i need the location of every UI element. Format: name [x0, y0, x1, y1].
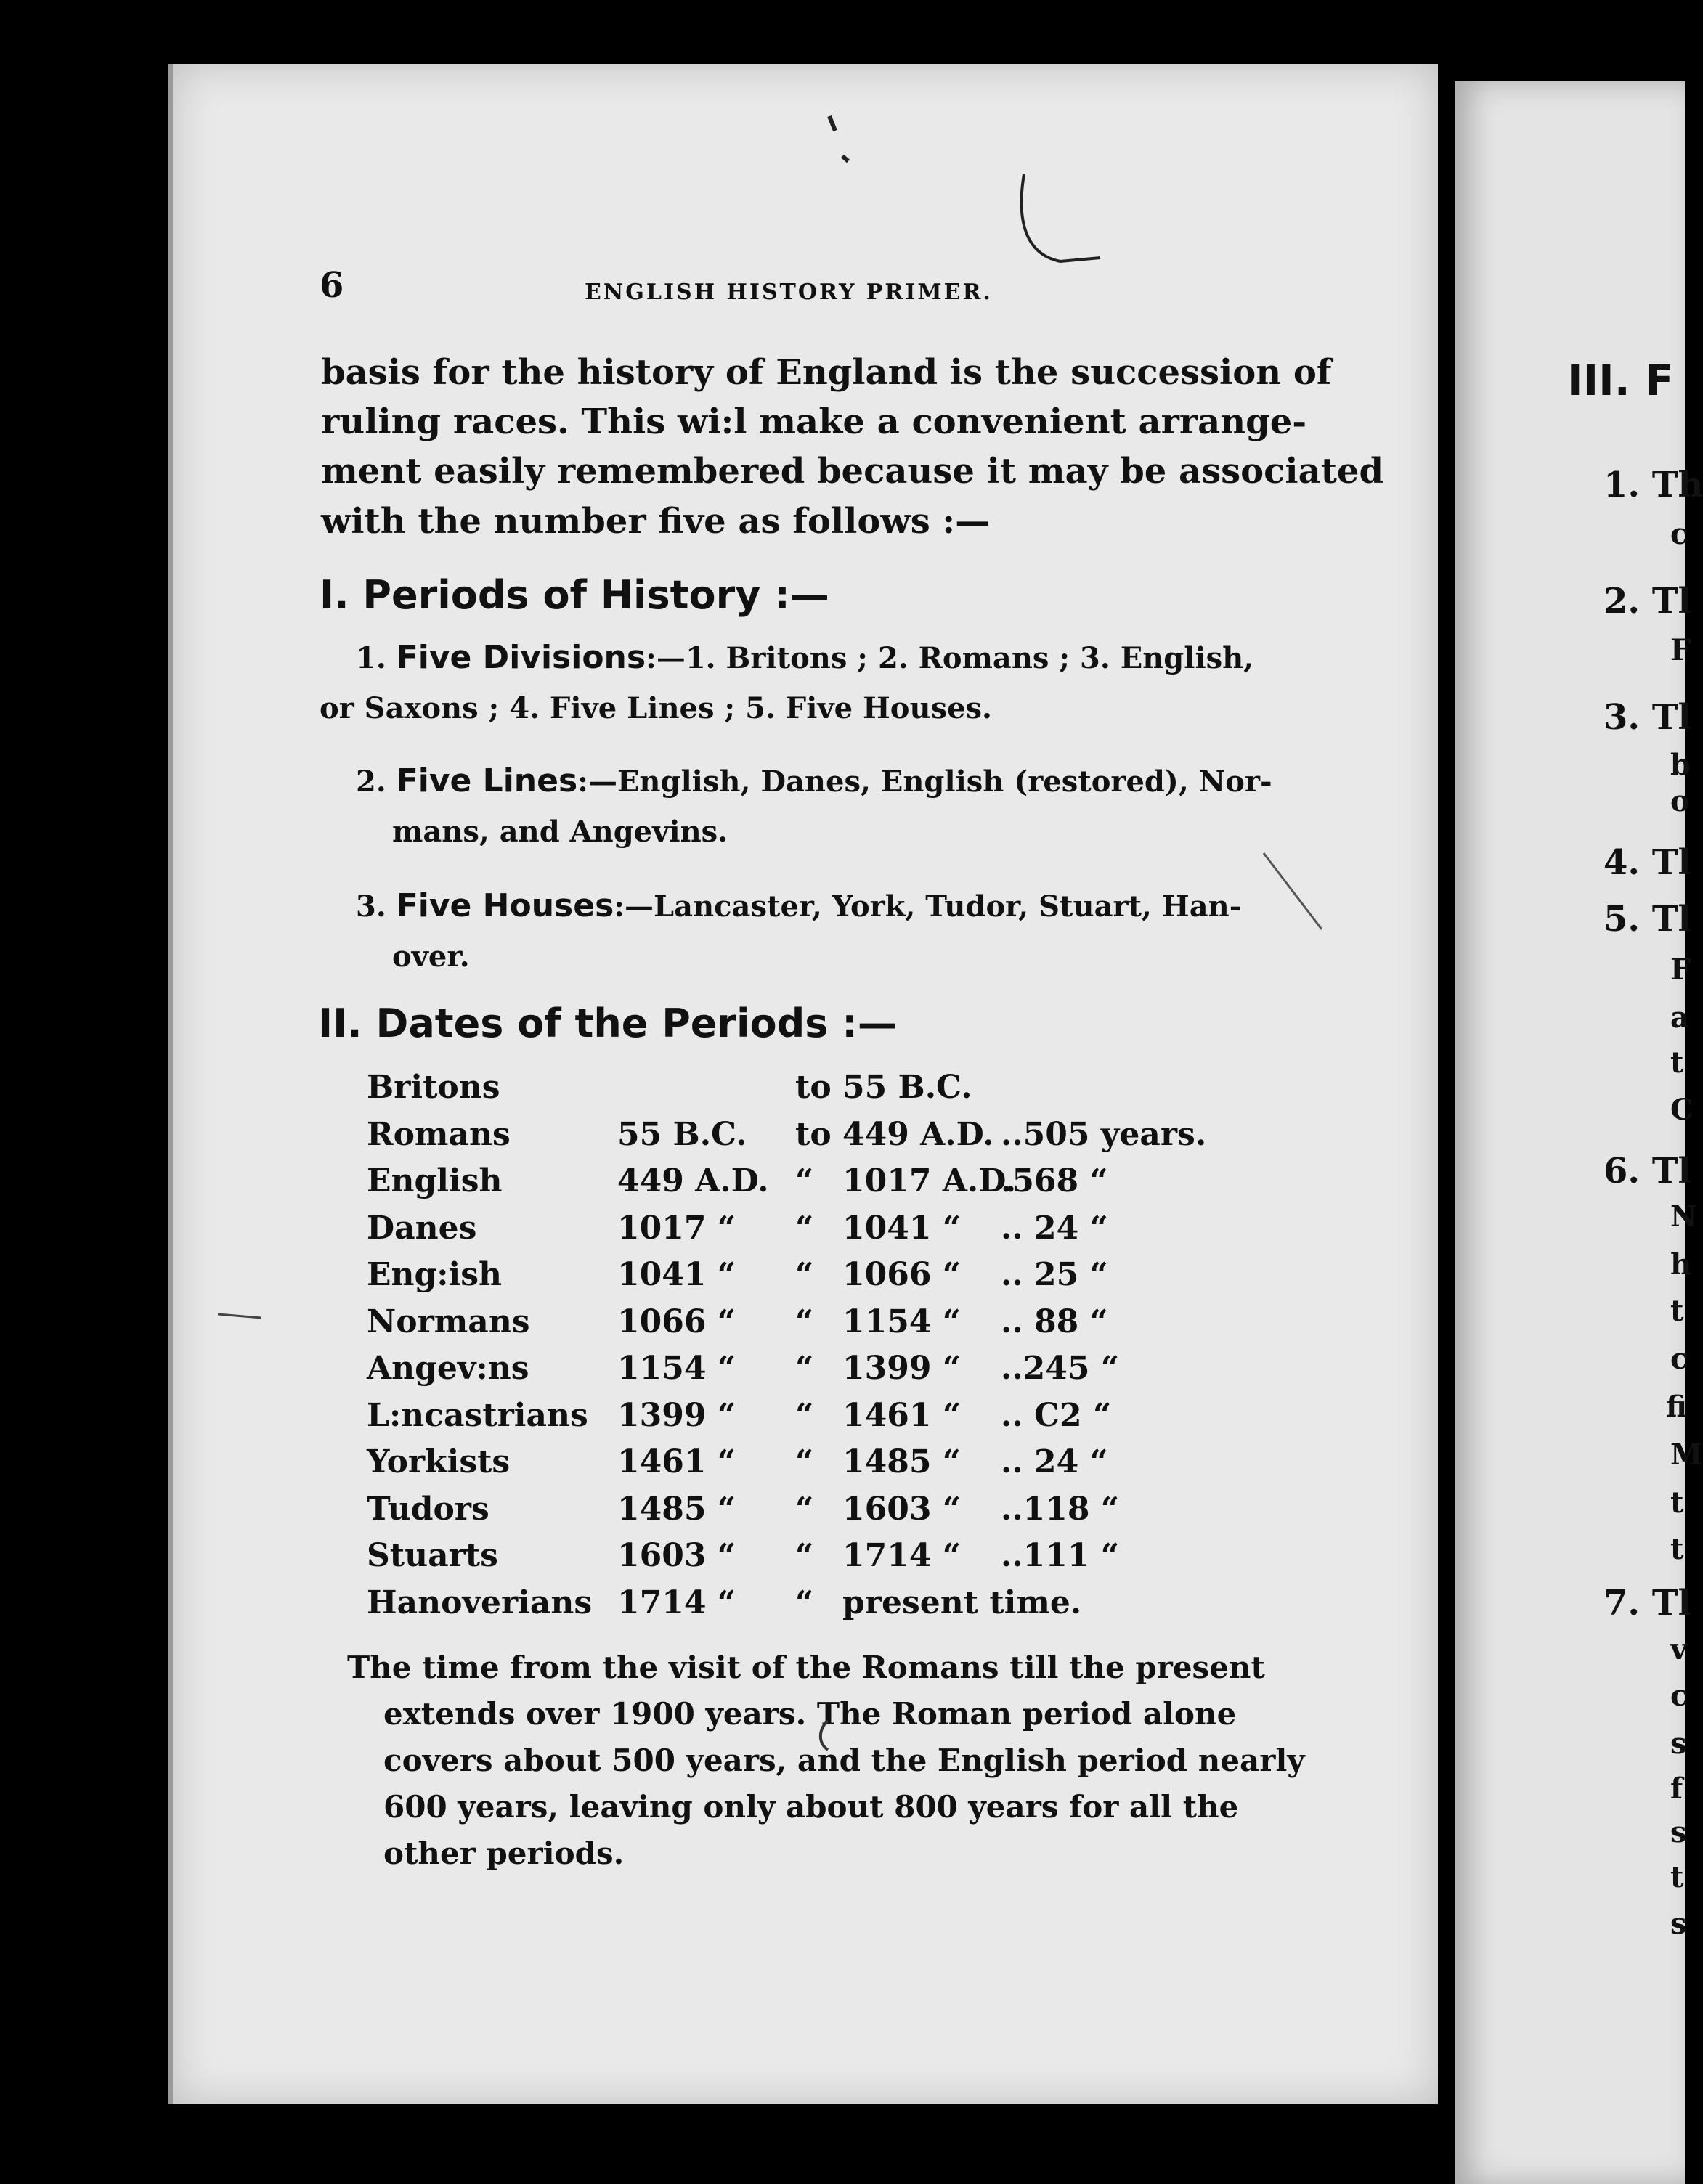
period-name: Angev:ns	[367, 1350, 529, 1387]
right-page-fragment: c	[1670, 1342, 1688, 1376]
period-to: “	[795, 1350, 814, 1387]
intro-line: basis for the history of England is the succession of	[321, 352, 1332, 393]
period-duration: .. 88 “	[1001, 1303, 1108, 1340]
period-start: 449 A.D.	[617, 1162, 769, 1199]
period-start: 1017 “	[617, 1209, 736, 1247]
period-end: 55 B.C.	[842, 1069, 972, 1106]
intro-line: ment easily remembered because it may be associated	[321, 451, 1384, 492]
period-to: “	[795, 1537, 814, 1574]
right-page-fragment: c	[1670, 517, 1688, 551]
item-continuation: over.	[392, 940, 470, 974]
intro-line: ruling races. This wi:l make a convenient arrange-	[321, 402, 1307, 442]
right-page-fragment: t	[1670, 1294, 1684, 1328]
period-name: Romans	[367, 1115, 511, 1153]
period-to: “	[795, 1162, 814, 1199]
item-label: Five Lines	[396, 762, 578, 799]
period-end: present time.	[842, 1584, 1082, 1621]
page-number: 6	[320, 265, 344, 306]
period-name: Tudors	[367, 1490, 489, 1528]
period-start: 1485 “	[617, 1490, 736, 1528]
note-line: other periods.	[383, 1835, 625, 1871]
period-duration: .568 “	[1001, 1162, 1108, 1199]
right-page-fragment: M	[1670, 1438, 1703, 1472]
right-page-fragment: F	[1670, 953, 1691, 987]
period-duration: .. 24 “	[1001, 1443, 1108, 1480]
right-page-fragment: 4. Tl	[1604, 842, 1691, 883]
right-page-fragment: 5. Tl	[1604, 899, 1691, 940]
period-start: 1066 “	[617, 1303, 736, 1340]
note-line: The time from the visit of the Romans till the present	[347, 1650, 1265, 1685]
period-name: Yorkists	[367, 1443, 511, 1480]
period-to: “	[795, 1396, 814, 1434]
period-end: 1485 “	[842, 1443, 962, 1480]
period-start: 1154 “	[617, 1350, 736, 1387]
right-page-fragment: C	[1670, 1093, 1694, 1127]
item-label: Five Houses	[396, 887, 614, 924]
period-to: “	[795, 1303, 814, 1340]
period-duration: ..118 “	[1001, 1490, 1120, 1528]
running-head: ENGLISH HISTORY PRIMER.	[585, 280, 993, 305]
item-text: :—1. Britons ; 2. Romans ; 3. English,	[646, 641, 1254, 675]
period-start: 1461 “	[617, 1443, 736, 1480]
right-page-fragment: N	[1670, 1199, 1697, 1234]
right-page-fragment: s	[1670, 1727, 1687, 1761]
period-name: Hanoverians	[367, 1584, 593, 1621]
period-end: 1603 “	[842, 1490, 962, 1528]
note-line: covers about 500 years, and the English period nearly	[383, 1743, 1305, 1778]
period-duration: .. 25 “	[1001, 1256, 1108, 1293]
period-to: “	[795, 1443, 814, 1480]
period-to: “	[795, 1209, 814, 1247]
period-start: 1041 “	[617, 1256, 736, 1293]
item-label: Five Divisions	[396, 639, 646, 676]
period-duration: ..505 years.	[1001, 1115, 1207, 1153]
right-page-fragment: b	[1670, 748, 1691, 782]
item-text: :—Lancaster, York, Tudor, Stuart, Han-	[614, 889, 1242, 924]
item-number: 2.	[356, 765, 386, 799]
period-to: to	[795, 1069, 832, 1106]
right-page-fragment: 3. Tl	[1604, 697, 1691, 738]
period-end: 1017 A.D.	[842, 1162, 1017, 1199]
period-duration: ..245 “	[1001, 1350, 1120, 1387]
right-page-fragment: v	[1670, 1632, 1688, 1666]
right-page-fragment: t	[1670, 1046, 1684, 1080]
note-line: 600 years, leaving only about 800 years for all the	[383, 1789, 1239, 1825]
period-start: 1399 “	[617, 1396, 736, 1434]
period-name: L:ncastrians	[367, 1396, 588, 1434]
right-page-fragment: t	[1670, 1860, 1684, 1894]
item-number: 3.	[356, 889, 386, 924]
right-page-fragment: F	[1670, 633, 1691, 667]
item-text: :—English, Danes, English (restored), Nor-	[577, 765, 1272, 799]
period-duration: .. 24 “	[1001, 1209, 1108, 1247]
right-page-fragment: o	[1670, 784, 1690, 818]
right-page-heading: III. F	[1567, 356, 1674, 405]
period-to: “	[795, 1584, 814, 1621]
right-page-fragment: a	[1670, 1001, 1689, 1035]
item-continuation: or Saxons ; 4. Five Lines ; 5. Five Houses.	[320, 691, 992, 725]
period-start: 1603 “	[617, 1537, 736, 1574]
period-end: 449 A.D.	[842, 1115, 994, 1153]
right-page-fragment: t	[1670, 1532, 1684, 1566]
item-continuation: mans, and Angevins.	[392, 815, 728, 849]
right-page-fragment: s	[1670, 1815, 1687, 1849]
period-to: “	[795, 1490, 814, 1528]
period-name: Britons	[367, 1069, 500, 1106]
note-line: extends over 1900 years. The Roman period alone	[383, 1696, 1237, 1732]
period-name: English	[367, 1162, 503, 1199]
right-page-fragment: 7. Tl	[1604, 1583, 1691, 1623]
period-end: 1154 “	[842, 1303, 962, 1340]
right-page-fragment: 6. Tl	[1604, 1151, 1691, 1191]
right-page-fragment: f	[1670, 1772, 1683, 1806]
section-heading: I. Periods of History :—	[320, 572, 829, 618]
period-name: Eng:ish	[367, 1256, 503, 1293]
period-duration: .. C2 “	[1001, 1396, 1112, 1434]
right-page-fragment: h	[1670, 1247, 1692, 1282]
period-start: 55 B.C.	[617, 1115, 747, 1153]
right-page-fragment: c	[1670, 1679, 1688, 1713]
right-page-fragment: 2. Tl	[1604, 581, 1691, 622]
period-duration: ..111 “	[1001, 1537, 1120, 1574]
period-end: 1399 “	[842, 1350, 962, 1387]
period-to: “	[795, 1256, 814, 1293]
period-end: 1066 “	[842, 1256, 962, 1293]
right-page-fragment: s	[1670, 1907, 1687, 1941]
period-end: 1714 “	[842, 1537, 962, 1574]
item-number: 1.	[356, 641, 386, 675]
section-heading: II. Dates of the Periods :—	[318, 1001, 897, 1046]
right-page-fragment: 1. Th	[1604, 465, 1703, 505]
period-end: 1461 “	[842, 1396, 962, 1434]
period-name: Stuarts	[367, 1537, 498, 1574]
period-to: to	[795, 1115, 832, 1153]
period-start: 1714 “	[617, 1584, 736, 1621]
right-page-fragment: fi	[1666, 1390, 1688, 1424]
right-page-fragment: t	[1670, 1486, 1684, 1520]
intro-line: with the number five as follows :—	[321, 501, 991, 542]
period-name: Normans	[367, 1303, 530, 1340]
period-end: 1041 “	[842, 1209, 962, 1247]
period-name: Danes	[367, 1209, 477, 1247]
